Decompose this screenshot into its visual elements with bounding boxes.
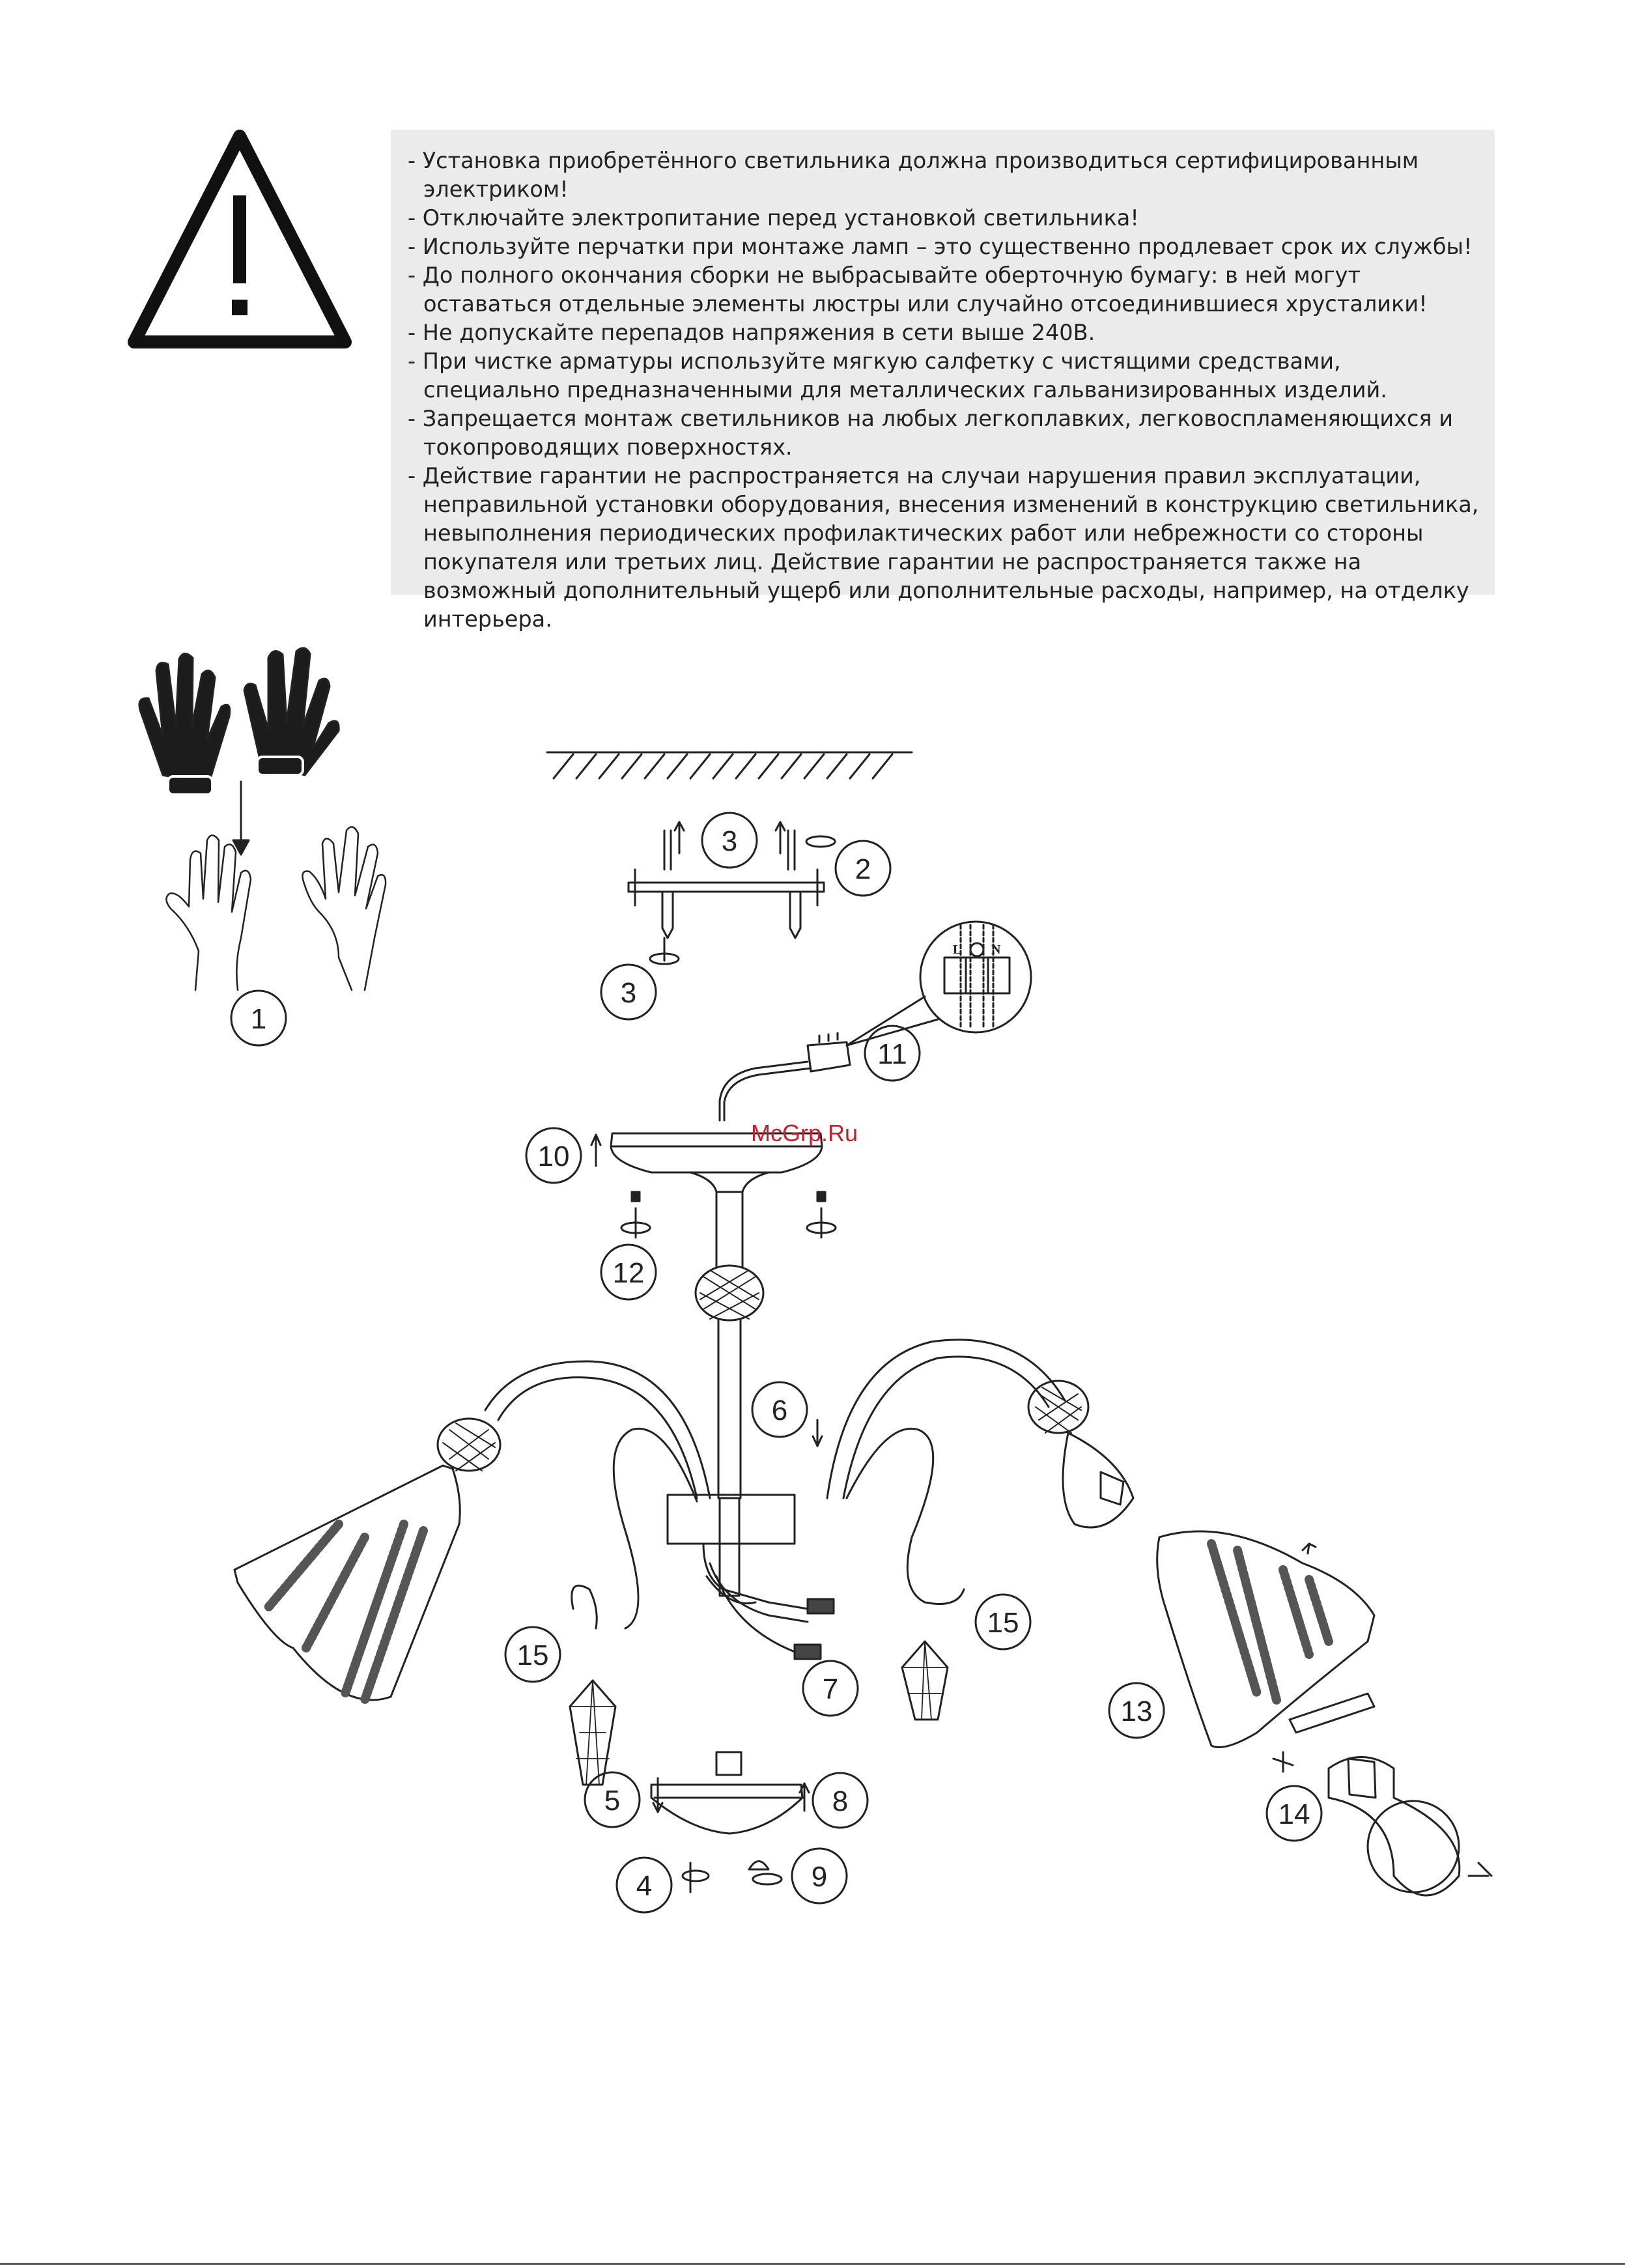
callout-5: 5 [604,1785,621,1817]
callout-3: 3 [721,825,738,857]
callout-15: 15 [516,1639,549,1671]
callout-11: 11 [877,1038,907,1070]
assembly-diagram [0,606,1625,1974]
callout-10: 10 [537,1141,570,1172]
hands-icon [166,827,386,990]
page-bottom-rule [0,2263,1625,2265]
warning-notes [391,130,1495,632]
callout-3: 3 [620,977,637,1009]
callout-1: 1 [250,1003,267,1035]
callout-9: 9 [811,1861,828,1893]
callout-4: 4 [636,1870,653,1902]
warning-item: - Используйте перчатки при монтаже ламп – это существенно продлевает срок их службы! [408,233,1482,261]
warning-icon [128,127,352,352]
callout-2: 2 [855,853,871,885]
callout-15: 15 [987,1607,1019,1639]
terminal-label-live: L [953,943,962,957]
callout-13: 13 [1120,1695,1153,1727]
ceiling-icon [547,752,912,778]
warning-item: - Не допускайте перепадов напряжения в сети выше 240В. [408,319,1482,347]
warning-item: - Действие гарантии не распространяется на случаи нарушения правил эксплуатации, неправильной установки оборудования, внесения изменений в конструкцию светильника, невыполнения периодических профилактических работ или небрежности со стороны покупателя или третьих лиц. Действие гарантии не распространяется также на возможный дополнительный ущерб или дополнительные расходы, например, на отделку интерьера. [408,462,1482,634]
callout-14: 14 [1278,1798,1310,1830]
warning-item: - До полного окончания сборки не выбрасывайте оберточную бумагу: в ней могут оставаться отдельные элементы люстры или случайно отсоединившиеся хрусталики! [408,261,1482,319]
terminal-label-neutral: N [991,943,1001,957]
warning-item: - Отключайте электропитание перед установкой светильника! [408,204,1482,233]
callout-8: 8 [832,1785,849,1817]
gloves-icon [139,648,339,795]
watermark: McGrp.Ru [751,1120,858,1146]
warning-item: - Установка приобретённого светильника должна производиться сертифицированным электриком! [408,147,1482,204]
warning-item: - При чистке арматуры используйте мягкую салфетку с чистящими средствами, специально предназначенными для металлических гальванизированных изделий. [408,347,1482,404]
callout-7: 7 [822,1673,839,1705]
callout-6: 6 [771,1395,788,1426]
warning-item: - Запрещается монтаж светильников на любых легкоплавких, легковоспламеняющихся и токопроводящих поверхностях. [408,404,1482,462]
callout-12: 12 [612,1257,645,1289]
